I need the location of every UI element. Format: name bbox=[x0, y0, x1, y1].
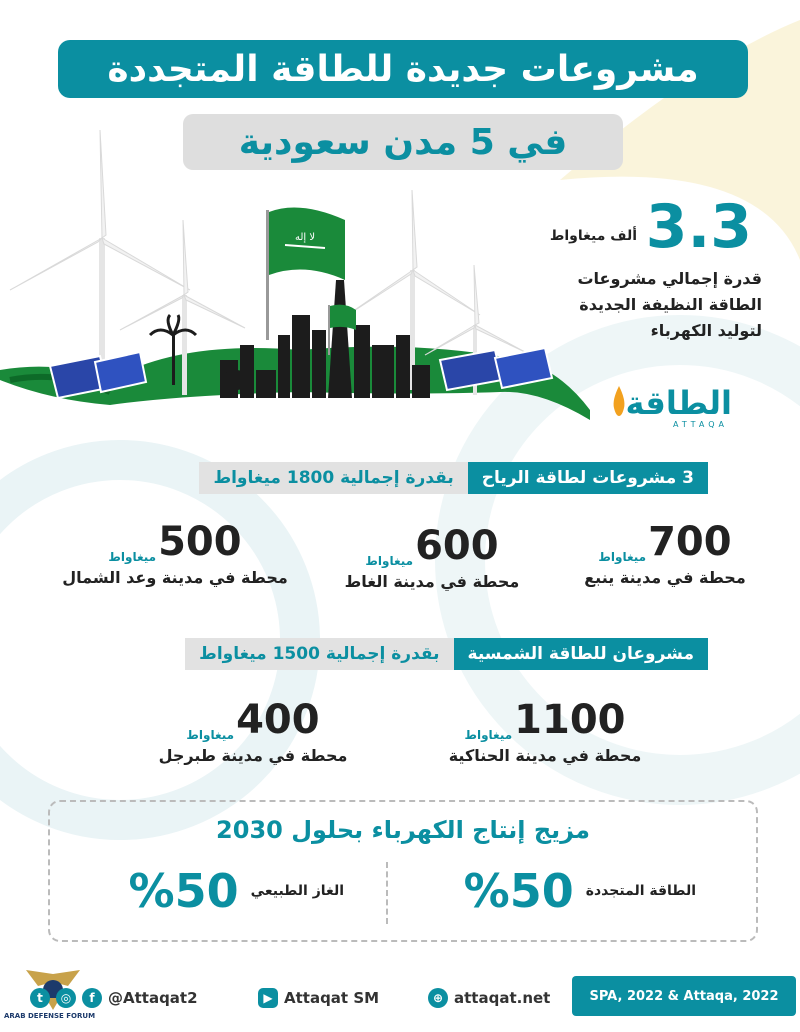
energy-mix-box bbox=[48, 800, 758, 942]
social-icons bbox=[30, 988, 198, 1008]
headline-description bbox=[522, 266, 762, 344]
station-value: 1100 bbox=[514, 697, 626, 743]
headline-description-line: قدرة إجمالي مشروعات bbox=[577, 269, 762, 288]
city-skyline bbox=[220, 280, 430, 398]
twitter-icon[interactable]: t bbox=[30, 988, 50, 1008]
logo-arabic: الطاقة bbox=[625, 384, 732, 422]
wind-section-capacity: بقدرة إجمالية 1800 ميغاواط bbox=[199, 462, 467, 494]
youtube-link[interactable] bbox=[258, 988, 379, 1008]
station-unit: ميغاواط bbox=[365, 554, 414, 568]
youtube-icon: ▶ bbox=[258, 988, 278, 1008]
mix-label: الطاقة المتجددة bbox=[585, 883, 696, 899]
divider bbox=[386, 862, 388, 924]
station-value: 500 bbox=[158, 519, 242, 565]
station-value: 400 bbox=[236, 697, 320, 743]
forum-name: ARAB DEFENSE FORUM bbox=[4, 1012, 96, 1020]
station-value: 700 bbox=[648, 519, 732, 565]
headline-description-line: لتوليد الكهرباء bbox=[650, 321, 762, 340]
energy-mix-title: مزيج إنتاج الكهرباء بحلول 2030 bbox=[216, 816, 590, 844]
mix-percent: %50 bbox=[463, 864, 574, 918]
wind-section-title: 3 مشروعات لطاقة الرياح bbox=[468, 462, 708, 494]
station-label: محطة في مدينة ينبع bbox=[584, 568, 746, 587]
solar-section-title: مشروعان للطاقة الشمسية bbox=[454, 638, 708, 670]
headline-value: 3.3 bbox=[645, 192, 752, 262]
wind-section-header bbox=[199, 462, 708, 494]
station-label: محطة في مدينة طبرجل bbox=[158, 746, 348, 765]
globe-icon: ⊕ bbox=[428, 988, 448, 1008]
logo-latin: ATTAQA bbox=[673, 420, 728, 429]
solar-section-header bbox=[185, 638, 708, 670]
facebook-icon[interactable]: f bbox=[82, 988, 102, 1008]
station-label: محطة في مدينة وعد الشمال bbox=[62, 568, 288, 587]
youtube-channel: Attaqat SM bbox=[284, 989, 380, 1007]
wind-turbine-icon bbox=[10, 130, 190, 388]
solar-station-2 bbox=[138, 698, 368, 765]
source-label: SPA, 2022 & Attaqa, 2022 bbox=[572, 976, 796, 1016]
page-title: مشروعات جديدة للطاقة المتجددة bbox=[58, 40, 748, 98]
station-unit: ميغاواط bbox=[186, 728, 235, 742]
energy-mix-renewable bbox=[464, 864, 696, 918]
station-unit: ميغاواط bbox=[598, 550, 647, 564]
hero-illustration bbox=[0, 130, 590, 430]
headline-description-line: الطاقة النظيفة الجديدة bbox=[579, 295, 762, 314]
station-label: محطة في مدينة الحناكية bbox=[448, 746, 642, 765]
wind-station-2 bbox=[322, 524, 542, 591]
page-subtitle: في 5 مدن سعودية bbox=[183, 114, 623, 170]
attaqa-logo bbox=[612, 384, 732, 432]
station-unit: ميغاواط bbox=[464, 728, 513, 742]
wind-station-1 bbox=[570, 520, 760, 587]
energy-mix-gas bbox=[129, 864, 344, 918]
solar-station-1 bbox=[430, 698, 660, 765]
svg-text:لا إله: لا إله bbox=[294, 232, 316, 243]
website-url: attaqat.net bbox=[454, 989, 551, 1007]
instagram-icon[interactable]: ◎ bbox=[56, 988, 76, 1008]
solar-section-capacity: بقدرة إجمالية 1500 ميغاواط bbox=[185, 638, 453, 670]
station-value: 600 bbox=[415, 523, 499, 569]
drop-icon bbox=[612, 386, 626, 416]
website-link[interactable] bbox=[428, 988, 550, 1008]
station-label: محطة في مدينة الغاط bbox=[344, 572, 520, 591]
station-unit: ميغاواط bbox=[108, 550, 157, 564]
wind-station-3 bbox=[40, 520, 310, 587]
social-handle[interactable]: @Attaqat2 bbox=[108, 989, 198, 1007]
headline-unit: ألف ميغاواط bbox=[549, 228, 637, 244]
mix-label: الغاز الطبيعي bbox=[250, 883, 344, 899]
mix-percent: %50 bbox=[128, 864, 239, 918]
